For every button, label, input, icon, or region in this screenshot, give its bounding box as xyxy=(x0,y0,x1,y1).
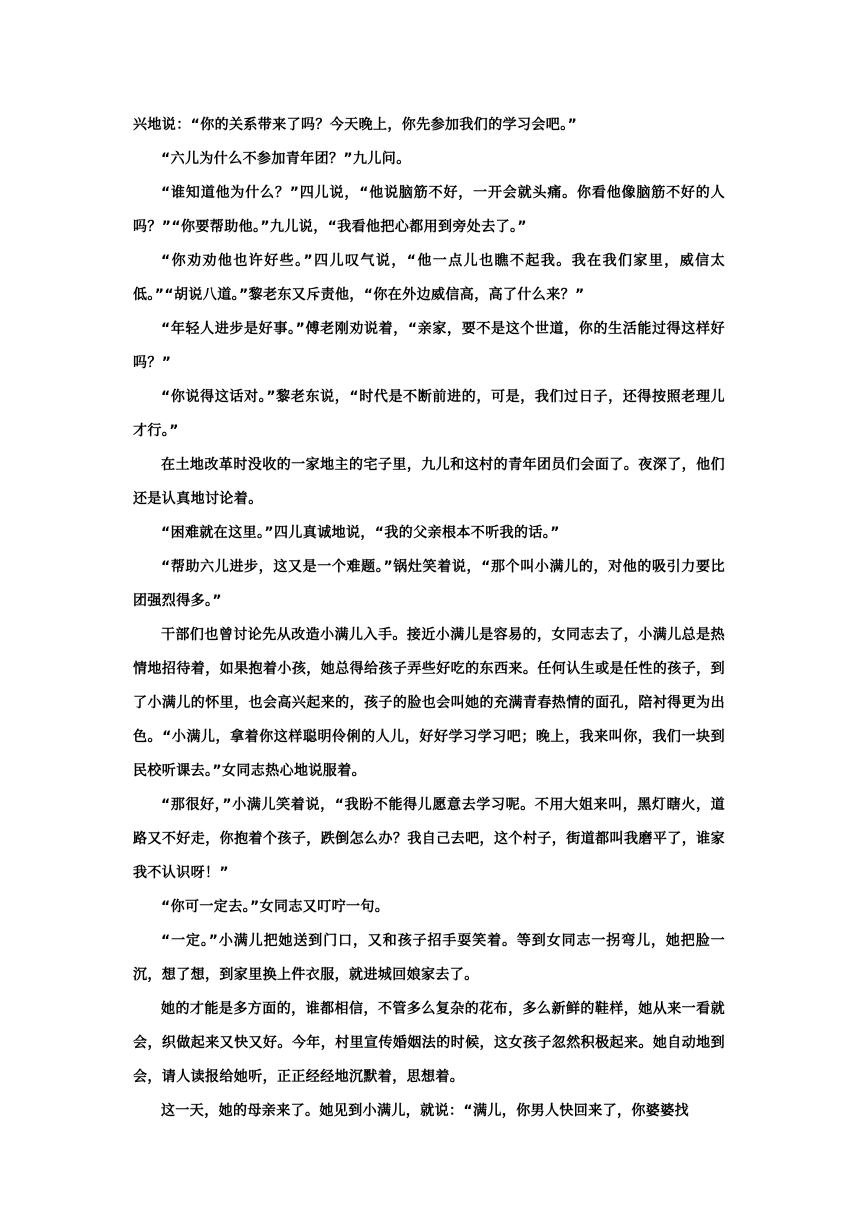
paragraph: 这一天，她的母亲来了。她见到小满儿，就说：“满儿，你男人快回来了，你婆婆找 xyxy=(161,1103,689,1119)
paragraph: 她的才能是多方面的，谁都相信，不管多么复杂的花布，多么新鲜的鞋样，她从来一看就会，织做起来又快又好。今年，村里宣传婚姻法的时候，这女孩子忽然积极起来。她自动地到会，请人读报给她听，正正经经地沉默着，思想着。 xyxy=(133,1001,725,1085)
paragraph: 在土地改革时没收的一家地主的宅子里，九儿和这村的青年团员们会面了。夜深了，他们还是认真地讨论着。 xyxy=(133,457,725,507)
paragraph: “困难就在这里。”四儿真诚地说，“我的父亲根本不听我的话。” xyxy=(161,525,560,541)
paragraph: “你说得这话对。”黎老东说，“时代是不断前进的，可是，我们过日子，还得按照老理儿才行。” xyxy=(133,389,725,439)
paragraph: “那很好，”小满儿笑着说，“我盼不能得儿愿意去学习呢。不用大姐来叫，黑灯瞎火，道路又不好走，你抱着个孩子，跌倒怎么办？我自己去吧，这个村子，街道都叫我磨平了，谁家我不认识呀！” xyxy=(133,797,725,881)
paragraph: “帮助六儿进步，这又是一个难题。”锅灶笑着说，“那个叫小满儿的，对他的吸引力要比团强烈得多。” xyxy=(133,559,725,609)
paragraph: “你可一定去。”女同志又叮咛一句。 xyxy=(161,899,390,915)
paragraph: “年轻人进步是好事。”傅老刚劝说着，“亲家，要不是这个世道，你的生活能过得这样好吗？” xyxy=(133,321,725,371)
paragraph: “谁知道他为什么？”四儿说，“他说脑筋不好，一开会就头痛。你看他像脑筋不好的人吗？”“你要帮助他。”九儿说，“我看他把心都用到旁处去了。” xyxy=(133,185,725,235)
paragraph: “一定。”小满儿把她送到门口，又和孩子招手耍笑着。等到女同志一拐弯儿，她把脸一沉，想了想，到家里换上件衣服，就进城回娘家去了。 xyxy=(133,933,725,983)
paragraph: “六儿为什么不参加青年团？”九儿问。 xyxy=(161,151,411,167)
body-text xyxy=(133,108,725,1128)
paragraph: “你劝劝他也许好些。”四儿叹气说，“他一点儿也瞧不起我。我在我们家里，威信太低。”“胡说八道。”黎老东又斥责他，“你在外边威信高，高了什么来？” xyxy=(133,253,725,303)
paragraph: 兴地说：“你的关系带来了吗？今天晚上，你先参加我们的学习会吧。” xyxy=(133,117,578,133)
paragraph: 干部们也曾讨论先从改造小满儿入手。接近小满儿是容易的，女同志去了，小满儿总是热情地招待着，如果抱着小孩，她总得给孩子弄些好吃的东西来。任何认生或是任性的孩子，到了小满儿的怀里，也会高兴起来的，孩子的脸也会叫她的充满青春热情的面孔，陪衬得更为出色。“小满儿，拿着你这样聪明伶俐的人儿，好好学习学习吧；晚上，我来叫你，我们一块到民校听课去。”女同志热心地说服着。 xyxy=(133,627,725,779)
